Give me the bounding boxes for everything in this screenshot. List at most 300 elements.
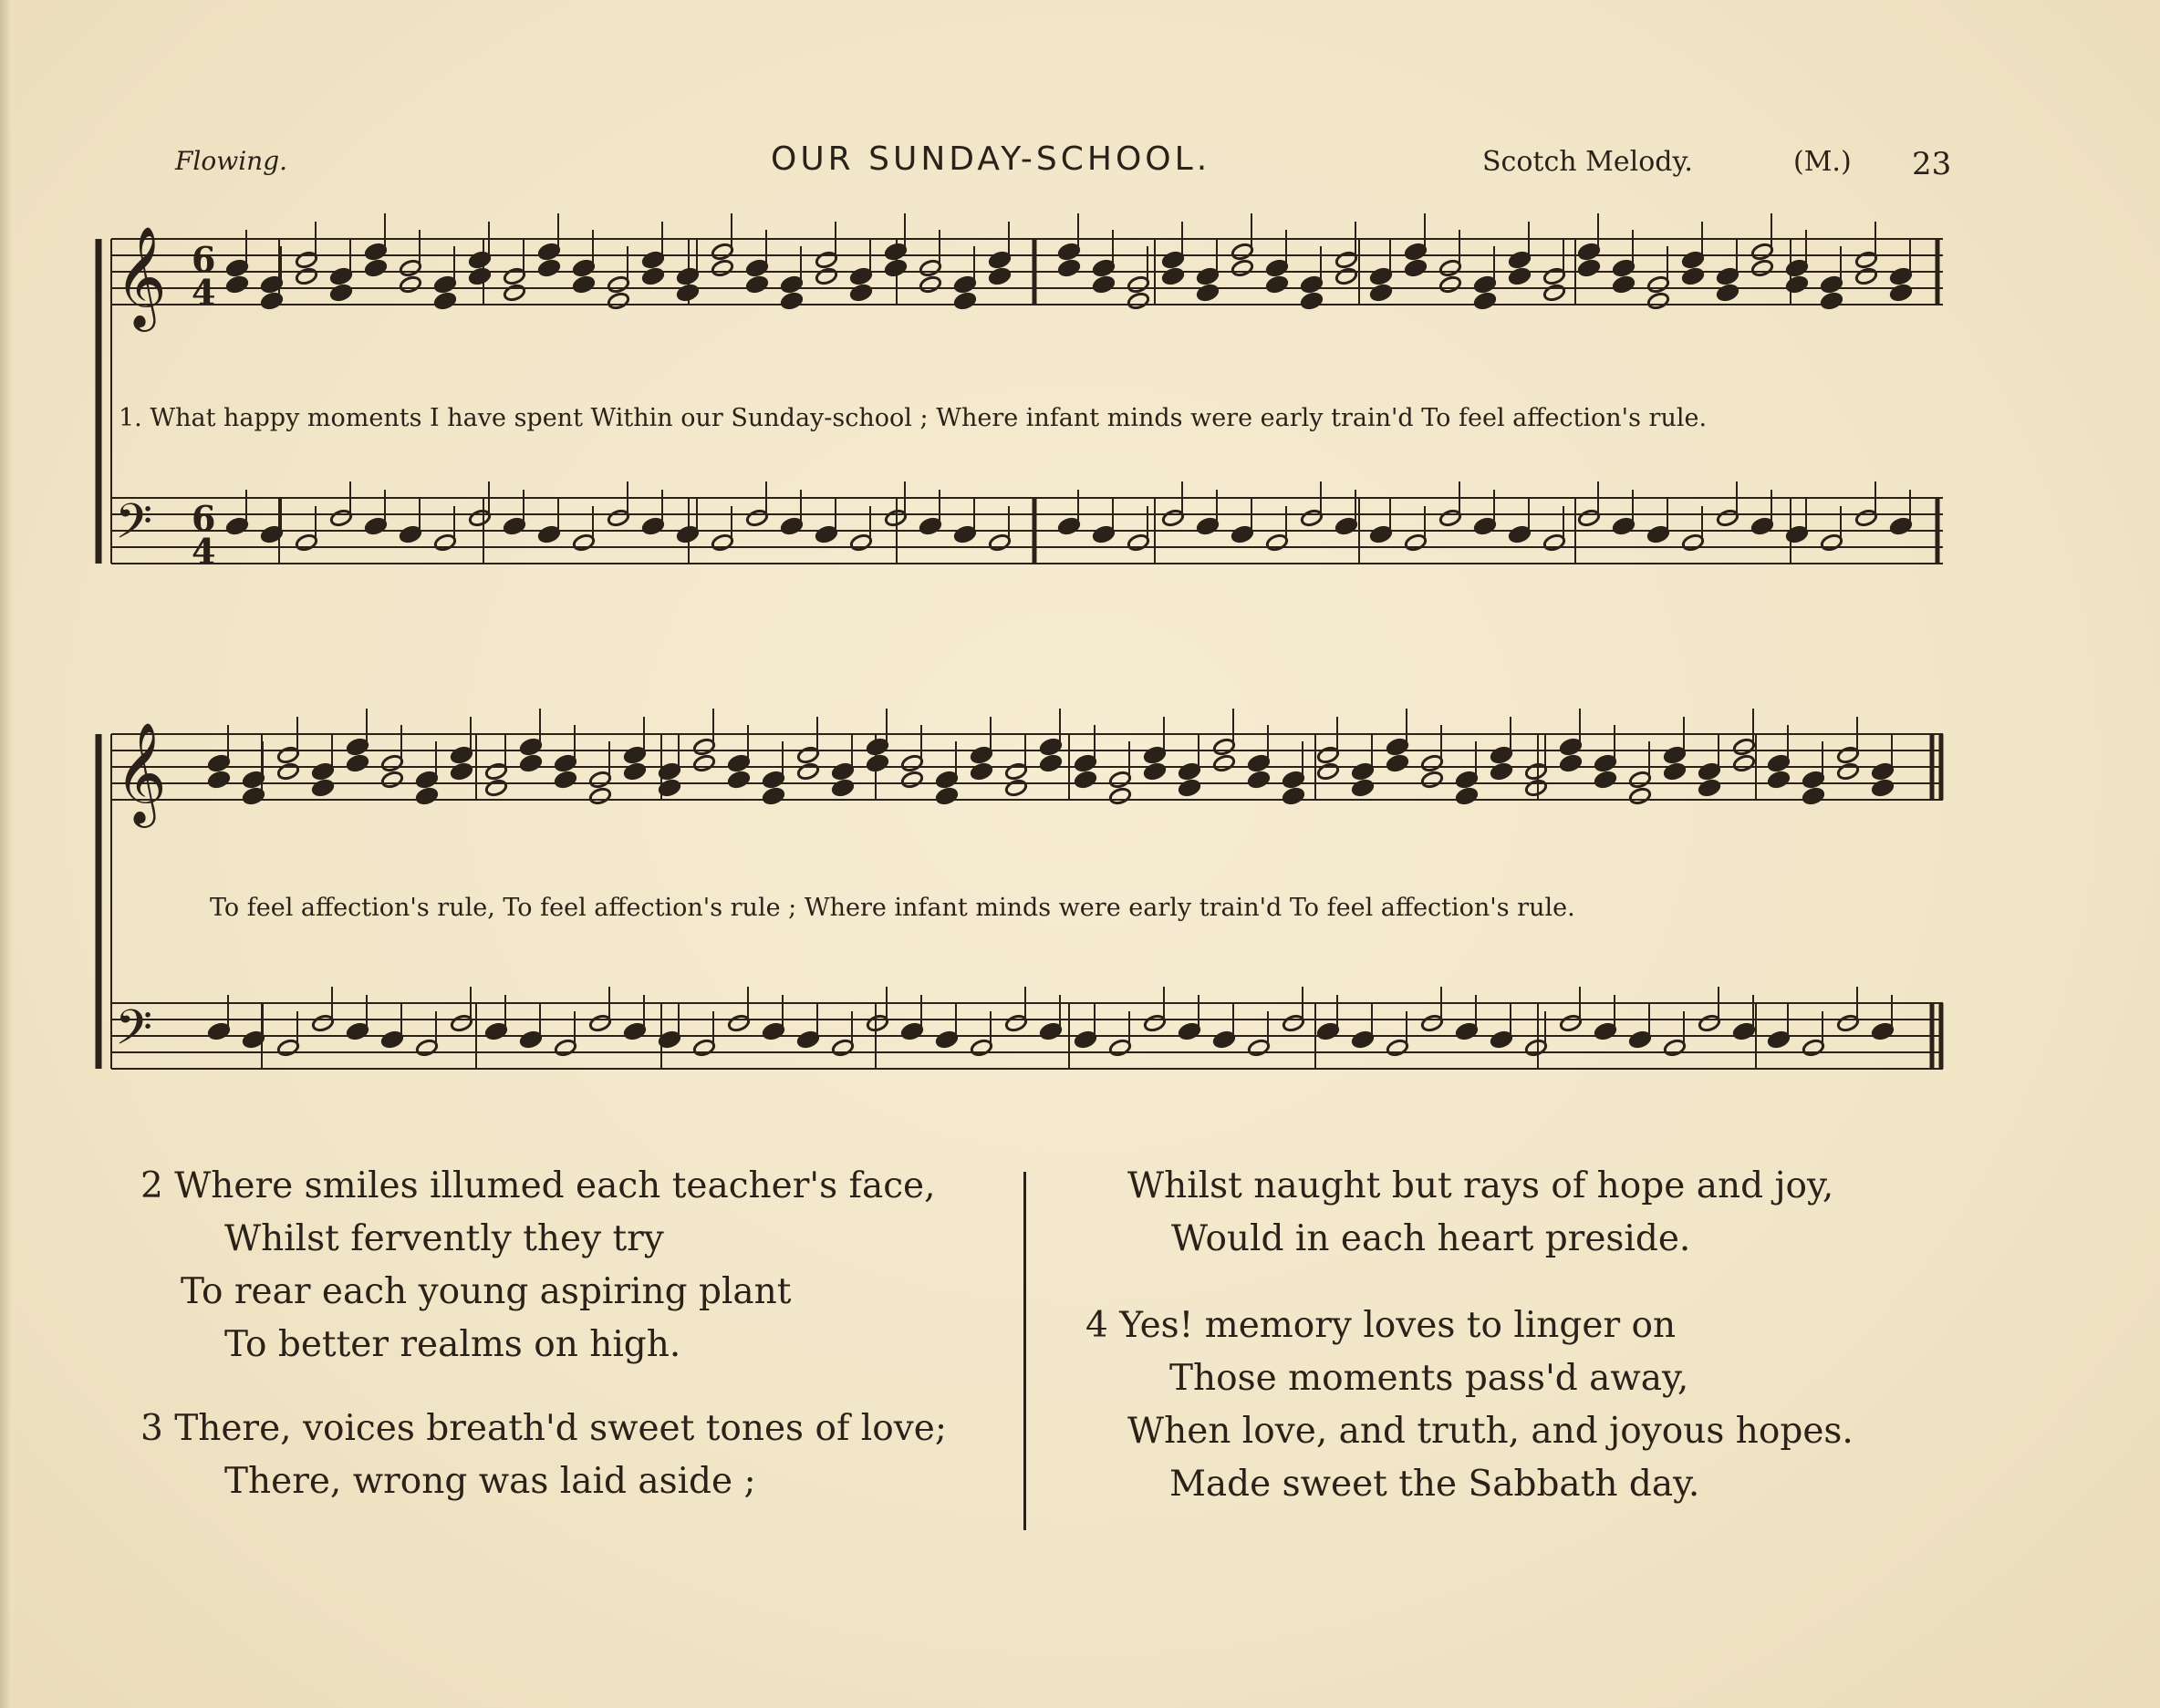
verse-3-continued [1127,1160,1833,1266]
note-head [1732,738,1755,757]
time-signature-top: 6 [192,498,216,539]
note-head [1732,754,1755,773]
note-head [1351,1030,1374,1050]
verse-4 [1085,1299,1854,1511]
note-head [450,1014,472,1033]
note-head [641,251,664,270]
note-head [450,762,472,782]
note-head [1871,1022,1894,1041]
note-head [276,762,299,782]
note-head [1404,243,1427,262]
note-head [1316,762,1339,782]
note-head [1161,267,1184,286]
verse-2 [140,1160,936,1372]
note-head [919,275,941,295]
note-head [1039,1022,1062,1041]
note-head [1490,1030,1512,1050]
note-head [711,533,733,553]
note-head [554,771,576,790]
time-signature-bottom: 4 [192,272,216,313]
note-head [1802,771,1824,790]
note-head [831,762,854,782]
note-head [970,762,992,782]
note-head [1212,738,1235,757]
note-head [1369,525,1392,544]
note-head [1612,259,1635,278]
note-head [1386,754,1408,773]
verse-line: Whilst naught but rays of hope and joy, [1127,1165,1834,1206]
note-head [537,525,560,544]
note-head [970,746,992,765]
note-head [1681,251,1704,270]
note-head [641,267,664,286]
note-head [1646,525,1669,544]
note-head [1369,284,1392,303]
note-head [503,284,525,303]
note-head [692,738,715,757]
verse-line: Those moments pass'd away, [1169,1358,1689,1399]
note-head [433,533,456,553]
note-head [1282,787,1304,806]
note-head [1473,292,1496,311]
note-head [1386,738,1408,757]
note-head [1108,1039,1131,1058]
note-head [1524,762,1547,782]
note-head [484,779,507,798]
note-head [329,267,352,286]
note-head [692,1039,715,1058]
note-head [988,251,1011,270]
note-head [1351,762,1374,782]
note-head [780,292,803,311]
note-head [1871,779,1894,798]
note-head [1767,754,1790,773]
note-head [1559,754,1582,773]
note-head [1820,275,1843,295]
note-head [1508,267,1531,286]
note-head [1057,517,1080,536]
note-head [1542,267,1565,286]
note-head [676,267,699,286]
note-head [1178,779,1200,798]
note-head [554,1039,576,1058]
note-head [588,1014,611,1033]
note-head [1594,754,1616,773]
note-head [900,754,923,773]
note-head [1196,284,1219,303]
note-head [1057,243,1080,262]
note-head [1127,275,1149,295]
note-head [1559,738,1582,757]
note-head [1785,259,1808,278]
note-head [1663,746,1686,765]
note-head [1508,525,1531,544]
note-head [607,292,629,311]
note-head [676,284,699,303]
note-head [433,292,456,311]
note-head [399,275,421,295]
note-head [1750,259,1773,278]
note-head [900,1022,923,1041]
note-head [1854,509,1877,528]
note-head [1282,771,1304,790]
note-head [468,267,491,286]
column-divider [1023,1172,1026,1530]
note-head [745,275,768,295]
note-head [1577,259,1600,278]
note-head [815,525,837,544]
tempo-marking: Flowing. [175,146,288,176]
note-head [884,259,907,278]
note-head [1646,275,1669,295]
note-head [1004,762,1027,782]
note-head [1836,746,1859,765]
note-head [1455,1022,1478,1041]
note-head [849,284,872,303]
note-head [1524,779,1547,798]
note-head [953,525,976,544]
note-head [780,517,803,536]
note-head [346,754,369,773]
note-head [1716,509,1739,528]
note-head [1785,525,1808,544]
note-head [1524,1039,1547,1058]
note-head [1889,284,1912,303]
note-head [415,1039,438,1058]
note-head [1196,517,1219,536]
note-head [1612,275,1635,295]
note-head [866,754,888,773]
note-head [1404,259,1427,278]
note-head [866,1014,888,1033]
note-head [1750,243,1773,262]
note-head [1559,1014,1582,1033]
note-head [260,292,283,311]
note-head [399,259,421,278]
note-head [1854,251,1877,270]
note-head [572,275,595,295]
note-head [276,746,299,765]
note-head [1836,1014,1859,1033]
note-head [1438,275,1461,295]
note-head [1300,509,1323,528]
note-head [1577,509,1600,528]
note-head [1542,533,1565,553]
note-head [727,771,750,790]
note-head [988,533,1011,553]
note-head [796,762,819,782]
note-head [1820,533,1843,553]
note-head [727,754,750,773]
note-head [1074,771,1096,790]
note-head [1178,1022,1200,1041]
note-head [711,259,733,278]
note-head [1681,267,1704,286]
note-head [1386,1039,1408,1058]
note-head [607,509,629,528]
note-head [1802,1039,1824,1058]
note-head [1247,754,1270,773]
note-head [1092,259,1115,278]
verse-line: There, wrong was laid aside ; [224,1461,756,1502]
note-head [762,1022,784,1041]
note-head [866,738,888,757]
note-head [1143,762,1166,782]
note-head [676,525,699,544]
note-head [1004,779,1027,798]
note-head [295,533,317,553]
note-head [1889,517,1912,536]
note-head [1698,762,1720,782]
note-head [242,787,265,806]
note-head [503,267,525,286]
time-signature-top: 6 [192,239,216,280]
note-head [207,754,230,773]
note-head [1594,771,1616,790]
note-head [953,275,976,295]
note-head [780,275,803,295]
note-head [1334,251,1357,270]
note-head [623,746,646,765]
note-head [1404,533,1427,553]
note-head [484,1022,507,1041]
note-head [970,1039,992,1058]
note-head [433,275,456,295]
note-head [831,779,854,798]
verse-line: To rear each young aspiring plant [181,1271,792,1312]
note-head [346,738,369,757]
note-head [796,1030,819,1050]
note-head [1074,754,1096,773]
note-head [849,533,872,553]
note-head [1473,275,1496,295]
note-head [1196,267,1219,286]
note-head [1438,259,1461,278]
clefs [115,225,215,1068]
verse-line: When love, and truth, and joyous hopes. [1127,1411,1854,1452]
note-head [641,517,664,536]
note-head [1161,509,1184,528]
note-head [1039,738,1062,757]
note-head [935,787,958,806]
note-head [1282,1014,1304,1033]
note-head [1889,267,1912,286]
note-head [1265,275,1288,295]
note-head [1143,1014,1166,1033]
note-head [311,1014,334,1033]
note-head [1646,292,1669,311]
note-head [1161,251,1184,270]
note-head [364,517,387,536]
note-head [1716,267,1739,286]
note-head [1127,533,1149,553]
note-head [815,267,837,286]
note-head [1369,267,1392,286]
verse-line: 3 There, voices breath'd sweet tones of love; [140,1408,947,1449]
note-head [1871,762,1894,782]
note-head [1039,754,1062,773]
note-head [1334,267,1357,286]
note-head [484,762,507,782]
note-head [1490,762,1512,782]
note-head [1420,1014,1443,1033]
note-head [503,517,525,536]
verse-line: Made sweet the Sabbath day. [1169,1464,1700,1505]
note-head [727,1014,750,1033]
note-head [1057,259,1080,278]
note-head [1542,284,1565,303]
note-head [537,243,560,262]
note-head [1300,275,1323,295]
note-head [588,787,611,806]
note-head [1854,267,1877,286]
note-head [519,754,542,773]
note-head [207,771,230,790]
note-head [399,525,421,544]
note-head [519,1030,542,1050]
note-head [900,771,923,790]
note-head [796,746,819,765]
note-head [935,771,958,790]
note-head [1628,787,1651,806]
note-head [1698,1014,1720,1033]
bass-clef-icon: 𝄢 [115,494,153,562]
note-head [1628,771,1651,790]
note-head [1455,771,1478,790]
note-head [450,746,472,765]
note-heads [207,213,1912,1057]
note-head [849,267,872,286]
note-head [380,1030,403,1050]
note-head [1698,779,1720,798]
note-head [1108,771,1131,790]
note-head [1508,251,1531,270]
note-head [1143,746,1166,765]
note-head [588,771,611,790]
note-head [1767,1030,1790,1050]
treble-clef-icon: 𝄞 [115,721,167,823]
note-head [1612,517,1635,536]
note-head [276,1039,299,1058]
note-head [1231,525,1253,544]
note-head [1663,1039,1686,1058]
note-head [1716,284,1739,303]
verse-3 [140,1403,947,1508]
note-head [1820,292,1843,311]
note-head [1004,1014,1027,1033]
note-head [623,762,646,782]
note-head [415,771,438,790]
note-head [919,259,941,278]
note-head [537,259,560,278]
lyric-line-2: To feel affection's rule, To feel affection's rule ; Where infant minds were early train'd To feel affection's rule. [210,894,1575,922]
note-head [572,259,595,278]
note-head [1316,1022,1339,1041]
note-head [1212,754,1235,773]
time-signature-bottom: 4 [192,531,216,572]
note-head [607,275,629,295]
note-head [468,509,491,528]
note-head [572,533,595,553]
note-head [1628,1030,1651,1050]
note-head [311,762,334,782]
note-head [1300,292,1323,311]
note-head [1750,517,1773,536]
note-head [745,259,768,278]
treble-clef-icon: 𝄞 [115,225,167,327]
note-head [225,275,248,295]
note-head [364,243,387,262]
note-head [1074,1030,1096,1050]
note-head [762,787,784,806]
note-head [295,251,317,270]
note-head [468,251,491,270]
note-head [745,509,768,528]
note-head [1247,771,1270,790]
note-head [207,1022,230,1041]
bass-clef-icon: 𝄢 [115,1000,153,1068]
note-head [380,771,403,790]
note-head [1265,259,1288,278]
note-head [1265,533,1288,553]
song-title: OUR SUNDAY-SCHOOL. [771,140,1211,178]
verse-line: 4 Yes! memory loves to linger on [1085,1305,1677,1346]
note-head [380,754,403,773]
note-head [711,243,733,262]
lyric-line-1: 1. What happy moments I have spent Within our Sunday-school ; Where infant minds were early train'd To feel affection's rule. [119,404,1708,432]
note-head [762,771,784,790]
note-head [1178,762,1200,782]
note-head [1455,787,1478,806]
note-head [1334,517,1357,536]
meter-mark: (M.) [1793,146,1852,178]
note-head [1785,275,1808,295]
composer-credit: Scotch Melody. [1482,146,1693,178]
note-head [1316,746,1339,765]
note-head [346,1022,369,1041]
note-head [1092,275,1115,295]
note-head [311,779,334,798]
note-head [1490,746,1512,765]
note-head [1127,292,1149,311]
note-head [1438,509,1461,528]
note-head [1663,762,1686,782]
note-head [1836,762,1859,782]
note-head [831,1039,854,1058]
note-head [519,738,542,757]
note-head [329,284,352,303]
note-head [1108,787,1131,806]
note-head [884,243,907,262]
note-head [225,259,248,278]
note-head [1092,525,1115,544]
note-head [295,267,317,286]
verse-line: Whilst fervently they try [224,1218,664,1259]
note-head [1231,259,1253,278]
note-head [1420,754,1443,773]
note-head [1767,771,1790,790]
verse-line: To better realms on high. [224,1324,681,1365]
note-head [225,517,248,536]
note-head [1420,771,1443,790]
note-head [815,251,837,270]
verse-line: Would in each heart preside. [1171,1218,1691,1259]
note-head [919,517,941,536]
note-head [623,1022,646,1041]
note-head [1681,533,1704,553]
note-head [1247,1039,1270,1058]
note-head [1802,787,1824,806]
